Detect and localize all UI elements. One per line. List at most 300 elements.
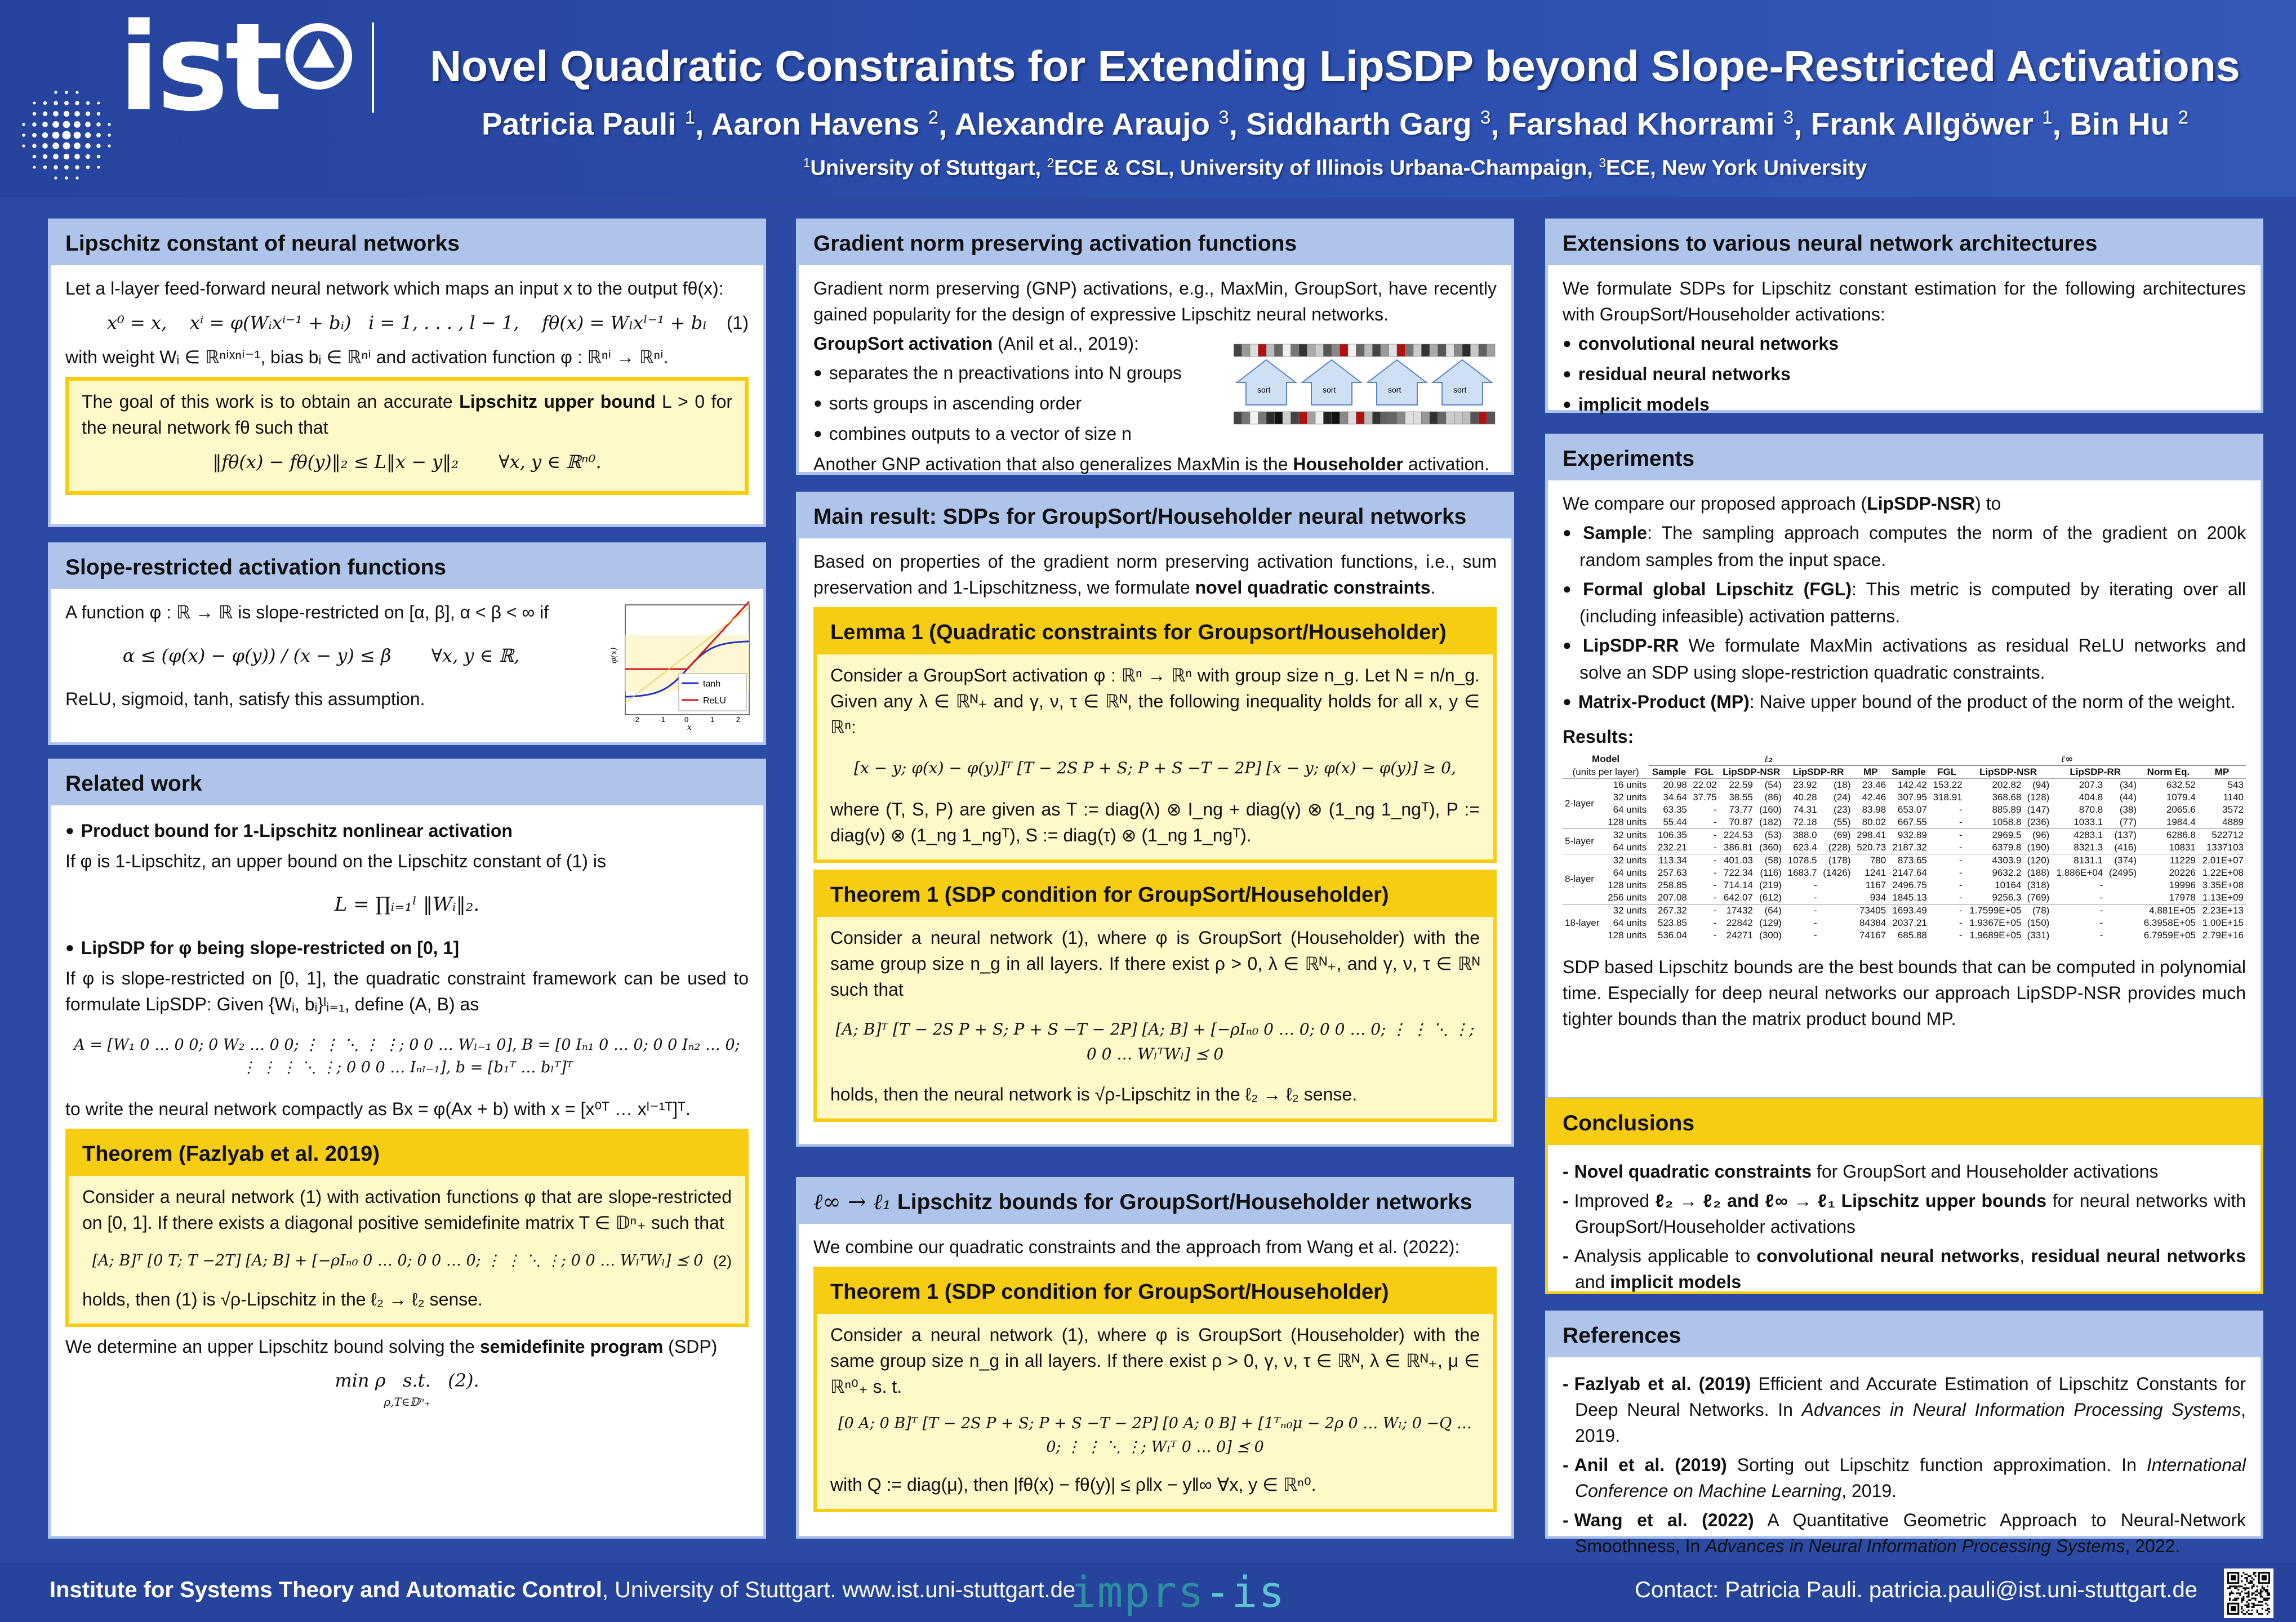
table-cell: - [1813, 930, 1817, 941]
author-name: Bin Hu $^2$ [2070, 106, 2188, 142]
logo-dot [54, 91, 57, 93]
table-cell: 32 units [1604, 854, 1649, 867]
panel-title: Lipschitz constant of neural networks [51, 221, 763, 265]
conclusion-bold: implicit models [1610, 1272, 1742, 1292]
reference-authors: Wang et al. (2022) [1574, 1510, 1754, 1530]
logo-dot [22, 133, 25, 137]
table-row [1563, 892, 2246, 904]
author-affil-mark: 2 [928, 107, 939, 128]
ext-item-label: residual neural networks [1578, 364, 1791, 384]
poster-footer [0, 1563, 2296, 1622]
ist-logo-text: ist [118, 0, 280, 138]
table-cell: 84384 [1859, 917, 1886, 928]
goal-text-end: L > 0 for the neural network fθ such that [82, 391, 733, 438]
input-cell [1446, 344, 1454, 357]
affil-mark: 2 [1047, 155, 1054, 171]
table-cell [2105, 879, 2139, 892]
output-cell [1234, 412, 1242, 424]
logo-dot [64, 101, 69, 105]
reference-year: , 2022. [2125, 1536, 2181, 1556]
table-cell: 1337103 [2206, 842, 2244, 853]
table-cell: - [1959, 917, 1963, 928]
table-cell: - [1959, 842, 1963, 853]
logo-dot [97, 155, 100, 158]
institute-info [50, 1574, 1075, 1606]
table-cell: (219) [1759, 880, 1782, 890]
logo-dot [108, 133, 111, 137]
experiments-panel [1545, 434, 2263, 1100]
table-cell: 23.46 [1853, 779, 1888, 792]
institute-url: , University of Stuttgart. www.ist.uni-stuttgart.de [602, 1578, 1076, 1602]
table-cell: 2.23E+13 [2198, 904, 2246, 917]
input-cell [1356, 344, 1365, 357]
ext-item [1563, 391, 2246, 418]
table-cell: 20226 [2169, 867, 2196, 878]
logo-dot [96, 144, 100, 148]
table-cell: - [1959, 804, 1963, 815]
input-cell [1487, 344, 1496, 357]
logo-dot [43, 101, 47, 105]
table-cell: 258.85 [1657, 880, 1687, 890]
author-affil-mark: 1 [684, 107, 696, 128]
linf-theorem-conclusion: with Q := diag(μ), then |fθ(x) − fθ(y)| ≤ ρ‖x − y‖∞ ∀x, y ∈ ℝⁿ⁰. [830, 1474, 1316, 1495]
lipsdp-heading [65, 935, 749, 962]
reference-item [1563, 1452, 2246, 1504]
input-cell [1405, 344, 1414, 357]
table-cell: 780 [1853, 854, 1888, 867]
logo-dot [86, 166, 90, 169]
main-intro-end: . [1430, 577, 1436, 598]
output-cell [1479, 412, 1487, 424]
table-cell: 1078.5 [1784, 854, 1819, 867]
table-row [1563, 904, 2246, 917]
table-cell: 632.52 [2139, 779, 2198, 792]
output-cell [1258, 412, 1267, 424]
table-cell: 83.98 [1862, 804, 1886, 815]
goal-text: The goal of this work is to obtain an accurate [82, 391, 460, 412]
output-cell [1422, 412, 1430, 424]
table-cell: 4283.1 [2052, 829, 2105, 842]
table-cell: 64 units [1613, 804, 1647, 815]
table-cell: - [1929, 904, 1965, 917]
author-name: Siddharth Garg $^3$ [1246, 106, 1491, 142]
table-row [1563, 829, 2246, 842]
groupsort-bullet: ● combines outputs to a vector of size n [813, 421, 1196, 448]
output-cell [1381, 412, 1389, 424]
table-cell: 714.14 [1723, 880, 1753, 890]
logo-dot [64, 111, 69, 117]
table-cell: 6286.8 [2139, 829, 2198, 842]
output-cell [1438, 412, 1447, 424]
table-row [1563, 841, 2246, 854]
table-cell: 32 units [1604, 904, 1649, 917]
table-cell: 1079.4 [2166, 792, 2196, 803]
reference-year: , 2019. [1575, 1400, 2246, 1446]
author-affil-mark: 2 [2178, 107, 2188, 128]
table-cell: (160) [1759, 804, 1782, 815]
table-cell: 106.35 [1649, 829, 1689, 842]
table-cell: 8321.3 [2073, 842, 2103, 853]
conclusion-text: and [1575, 1272, 1610, 1292]
reference-item [1563, 1507, 2246, 1559]
table-cell: 2065.6 [2166, 804, 2196, 815]
logo-dot [74, 111, 80, 117]
table-cell: 2187.32 [1892, 842, 1927, 853]
table-header: LipSDP-RR [2070, 767, 2121, 777]
logo-dot [54, 176, 57, 179]
input-cell [1324, 344, 1332, 357]
conclusion-text: for GroupSort and Householder activations [1812, 1161, 2159, 1182]
lipsdp-title: LipSDP for φ being slope-restricted on [0, 1] [81, 938, 459, 958]
compact-text: to write the neural network compactly as Bx = φ(Ax + b) with x = [x⁰ᵀ … xˡ⁻¹ᵀ]ᵀ. [65, 1099, 691, 1119]
table-header: LipSDP-NSR [1723, 767, 1781, 777]
table-cell: (228) [1828, 842, 1851, 853]
table-cell: (416) [2114, 842, 2137, 853]
author-list: Patricia Pauli $^1$, Aaron Havens $^2$, Alexandre Araujo $^3$, Siddharth Garg $^3$, Farshad Khorrami $^3$, Frank Allgöwer $^1$, Bin Hu $^2$ [482, 106, 2188, 142]
householder-text-start: Another GNP activation that also generalizes MaxMin is the [813, 454, 1293, 474]
slope-equation: α ≤ (φ(x) − φ(y)) / (x − y) ≤ β ∀x, y ∈ ℝ, [122, 645, 520, 666]
table-cell: (55) [1834, 817, 1851, 827]
author-name: Farshad Khorrami $^3$ [1507, 106, 1794, 142]
table-cell: 543 [2198, 779, 2246, 792]
table-cell: 42.46 [1862, 792, 1886, 803]
table-cell: (44) [2119, 792, 2137, 803]
table-cell: 885.89 [1992, 804, 2022, 815]
table-cell: 32 units [1613, 792, 1647, 803]
table-cell: 1.13E+09 [2202, 892, 2244, 903]
table-cell: 1058.8 [1992, 817, 2022, 827]
reference-year: , 2019. [1841, 1481, 1897, 1501]
table-header-row [1563, 766, 2246, 779]
input-cell [1471, 344, 1479, 357]
table-cell: 1140 [2223, 792, 2244, 803]
output-cell [1299, 412, 1307, 424]
theorem-equation-body: [A; B]ᵀ [0 T; T −2T] [A; B] + [−ρIₙ₀ 0 … 0; 0 0 … 0; ⋮ ⋮ ⋱ ⋮; 0 0 … WₗᵀWₗ] ⪯ 0 [92, 1252, 704, 1269]
table-header: Sample [1652, 767, 1687, 777]
logo-dot [97, 166, 100, 169]
output-cell [1364, 412, 1373, 424]
output-cell [1397, 412, 1405, 424]
ext-item-label: convolutional neural networks [1578, 333, 1839, 354]
logo-dot [75, 91, 78, 93]
table-cell: (188) [2027, 867, 2050, 878]
x-axis-label: x [687, 723, 692, 731]
table-cell: (120) [2023, 854, 2052, 867]
input-cell [1389, 344, 1398, 357]
householder-text [813, 451, 1497, 477]
sdp-eq-body: min ρ s.t. (2). [335, 1370, 479, 1391]
references-panel [1545, 1311, 2263, 1556]
table-cell: - [1784, 904, 1819, 917]
table-cell: 2.01E+07 [2198, 854, 2246, 867]
product-bound-heading [65, 818, 749, 845]
table-cell: (147) [2027, 804, 2050, 815]
affiliation-list [394, 147, 2276, 184]
table-cell: - [1813, 917, 1817, 928]
table-cell: - [1959, 817, 1963, 827]
input-cell [1266, 344, 1275, 357]
extensions-panel [1545, 219, 2263, 413]
ext-item-label: implicit models [1578, 394, 1710, 415]
table-cell: 207.08 [1657, 892, 1687, 903]
table-cell [1819, 879, 1853, 892]
sort-label: sort [1323, 385, 1336, 394]
exp-intro-bold: LipSDP-NSR [1867, 493, 1975, 514]
table-cell: (190) [2027, 842, 2050, 853]
table-cell: (94) [2023, 779, 2052, 792]
panel-title: Conclusions [1548, 1101, 2261, 1145]
intro-text: Let a l-layer feed-forward neural network which maps an input x to the output fθ(x): [65, 278, 724, 298]
panel-title: Main result: SDPs for GroupSort/Householder neural networks [799, 494, 1511, 538]
related-panel [48, 759, 766, 1539]
table-cell: 6379.8 [1992, 842, 2022, 853]
x-tick-label: -1 [658, 715, 665, 724]
table-cell: 73405 [1853, 904, 1888, 917]
table-cell: 16 units [1604, 779, 1649, 792]
ext-item [1563, 331, 2246, 358]
table-cell: 17432 [1719, 904, 1755, 917]
input-cell [1250, 344, 1258, 357]
output-cell [1242, 412, 1251, 424]
logo-separator [372, 23, 374, 113]
logo-dot [52, 142, 59, 149]
theorem1-title: Theorem 1 (SDP condition for GroupSort/Householder) [817, 873, 1493, 917]
table-cell: (18) [1819, 779, 1853, 792]
logo-dot [43, 112, 47, 116]
table-cell: 2496.75 [1892, 880, 1927, 890]
theorem-text: Consider a neural network (1) with activation functions φ that are slope-restricted on [0, 1]. If there exists a diagonal positive semidefinite matrix T ∈ 𝔻ⁿ₊ such that [82, 1187, 732, 1233]
conclusion-item [1563, 1158, 2246, 1184]
table-cell [2105, 917, 2139, 929]
linf-theorem-text: Consider a neural network (1), where φ is GroupSort (Householder) with the same group size n_g in all layers. If there exist ρ > 0, γ, ν, τ ∈ ℝᴺ, λ ∈ ℝᴺ₊, μ ∈ ℝⁿ⁰₊ s. t. [830, 1325, 1480, 1397]
table-cell: 522712 [2198, 829, 2246, 842]
results-table [1563, 753, 2246, 942]
table-header: Model [1592, 754, 1620, 765]
table-cell: (374) [2105, 854, 2139, 867]
conclusion-bold: ℓ₂ → ℓ₂ and ℓ∞ → ℓ₁ Lipschitz upper bounds [1655, 1191, 2047, 1211]
table-cell: 113.34 [1649, 854, 1689, 867]
input-cell [1373, 344, 1381, 357]
x-tick-label: 2 [736, 715, 740, 724]
output-cell [1283, 412, 1291, 424]
ab-equation: A = [W₁ 0 … 0 0; 0 W₂ … 0 0; ⋮ ⋮ ⋱ ⋮ ⋮; 0 0 … Wₗ₋₁ 0], B = [0 Iₙ₁ 0 … 0; 0 0 Iₙ₂ … 0; ⋮ ⋮ ⋮ ⋱ ⋮; 0 0 0 … Iₙₗ₋₁], b = [b₁ᵀ … bₗᵀ]ᵀ [74, 1036, 740, 1076]
logo-dot [42, 122, 48, 127]
logo-dot [65, 91, 68, 94]
logo-dot [75, 176, 78, 179]
output-cell [1340, 412, 1349, 424]
output-cell [1356, 412, 1365, 424]
reference-title: Efficient and Accurate Estimation of Lipschitz Constants for Deep Neural Networks. In [1575, 1374, 2246, 1420]
table-cell: 368.68 [1992, 792, 2022, 803]
ext-item [1563, 361, 2246, 388]
panel-title: Gradient norm preserving activation functions [799, 221, 1511, 265]
linf-text: We combine our quadratic constraints and the approach from Wang et al. (2022): [813, 1237, 1460, 1257]
input-cell [1462, 344, 1471, 357]
table-cell: (300) [1759, 930, 1782, 941]
table-cell: 934 [1870, 892, 1886, 903]
input-cell [1454, 344, 1463, 357]
x-tick-label: 1 [710, 715, 715, 724]
sort-arrow-icon [1368, 360, 1426, 405]
theorem1-box [813, 870, 1497, 1122]
table-cell: - [1714, 930, 1717, 941]
panel-title: Extensions to various neural network architectures [1548, 221, 2261, 265]
theorem-conclusion: holds, then (1) is √ρ-Lipschitz in the ℓ₂ → ℓ₂ sense. [82, 1289, 483, 1309]
logo-dot [86, 154, 90, 159]
table-header: LipSDP-RR [1792, 767, 1844, 777]
ist-triangle-icon [285, 23, 353, 90]
logo-dot [22, 123, 25, 126]
table-cell: - [1714, 917, 1717, 928]
table-cell: 2-layer [1563, 779, 1604, 829]
table-header: ℓ∞ [1888, 753, 2246, 766]
lemma-definitions: where (T, S, P) are given as T := diag(λ) ⊗ I_ng + diag(γ) ⊗ (1_ng 1_ngᵀ), P := diag(ν) ⊗ (1_ng 1_ngᵀ), S := diag(τ) ⊗ (1_ng 1_ngᵀ). [830, 799, 1480, 845]
table-cell: 1.886E+04 [2056, 867, 2103, 878]
eq2-number: (2) [713, 1253, 732, 1269]
table-cell: 1693.49 [1888, 904, 1929, 917]
table-cell: (53) [1755, 829, 1784, 842]
table-cell: 232.21 [1657, 842, 1687, 853]
table-cell: (23) [1834, 804, 1851, 815]
conclusion-bold: convolutional neural networks [1756, 1246, 2020, 1266]
table-header: LipSDP-NSR [1979, 767, 2037, 777]
table-cell: 128 units [1608, 930, 1647, 941]
table-cell: 142.42 [1888, 779, 1929, 792]
logo-dot [33, 166, 36, 169]
logo-dot [33, 155, 36, 158]
table-cell: 128 units [1608, 817, 1647, 827]
ist-dot-logo-icon [16, 84, 117, 186]
conclusion-bold: residual neural networks [2031, 1246, 2246, 1266]
logo-dot [54, 165, 57, 169]
title-block [394, 38, 2276, 184]
logo-dot [42, 132, 48, 138]
table-cell: 38.55 [1729, 792, 1753, 803]
groupsort-bullet: ● separates the n preactivations into N groups [813, 360, 1196, 387]
exp-intro-start: We compare our proposed approach ( [1563, 493, 1867, 514]
table-cell [2105, 904, 2139, 917]
table-cell [1819, 929, 1853, 942]
table-cell: - [1959, 892, 1963, 903]
input-cell [1348, 344, 1356, 357]
table-cell: 642.07 [1723, 892, 1753, 903]
table-row [1563, 867, 2246, 879]
affil-mark: 3 [1599, 155, 1607, 171]
goal-bold: Lipschitz upper bound [459, 391, 656, 412]
reference-title: Sorting out Lipschitz function approximation. In [1727, 1455, 2147, 1475]
logo-dot [63, 131, 71, 140]
output-cell [1413, 412, 1422, 424]
author-affil-mark: 3 [1783, 107, 1794, 128]
table-cell: 10831 [2169, 842, 2196, 853]
table-cell: (1426) [1823, 867, 1851, 878]
table-cell: 388.0 [1784, 829, 1819, 842]
table-cell: (360) [1759, 842, 1782, 853]
table-cell: 667.55 [1897, 817, 1927, 827]
table-cell: - [1714, 804, 1717, 815]
table-cell: 224.53 [1719, 829, 1755, 842]
equation-1 [65, 309, 749, 336]
table-cell: - [2099, 917, 2103, 928]
input-cell [1258, 344, 1267, 357]
panel-title [799, 1180, 1511, 1224]
table-cell: 1.9689E+05 [1969, 930, 2022, 941]
table-cell: 1683.7 [1787, 867, 1817, 878]
method-description: : This metric is computed by iterating over all (including infeasible) activation patterns. [1579, 579, 2246, 626]
conclusion-item [1563, 1243, 2246, 1295]
input-cell [1291, 344, 1300, 357]
table-cell: 10164 [1995, 880, 2022, 890]
logo-dot [85, 122, 91, 127]
table-cell: 72.18 [1793, 817, 1817, 827]
x-tick-label: -2 [633, 715, 639, 724]
table-cell: 536.04 [1657, 930, 1687, 941]
table-cell: 267.32 [1649, 904, 1689, 917]
table-cell: (128) [2027, 792, 2050, 803]
table-cell: (318) [2027, 880, 2050, 890]
input-cell [1332, 344, 1340, 357]
output-cell [1471, 412, 1479, 424]
sdp-text-end: (SDP) [663, 1336, 718, 1357]
sdp-equation [65, 1371, 749, 1411]
gnp-text: Gradient norm preserving (GNP) activations, e.g., MaxMin, GroupSort, have recently gained popularity for the design of expressive Lipschitz neural networks. [813, 278, 1497, 324]
sdp-text-start: We determine an upper Lipschitz bound solving the [65, 1336, 480, 1357]
input-cell [1397, 344, 1405, 357]
groupsort-diagram [1234, 340, 1498, 430]
table-cell: 20.98 [1649, 779, 1689, 792]
logo-dot [74, 142, 81, 149]
logo-dot [63, 121, 70, 128]
table-cell: 8131.1 [2052, 854, 2105, 867]
output-cell [1430, 412, 1438, 424]
legend-relu: ReLU [703, 696, 726, 706]
table-cell: 73.77 [1729, 804, 1753, 815]
table-cell: - [1959, 930, 1963, 941]
lipschitz-panel [48, 219, 766, 527]
table-cell: 318.91 [1933, 792, 1963, 803]
main-intro-start: Based on properties of the gradient norm preserving activation functions, i.e., sum preservation and 1-Lipschitzness, we formulate [813, 551, 1497, 598]
table-cell: - [2099, 892, 2103, 903]
ext-text: We formulate SDPs for Lipschitz constant estimation for the following architectures with GroupSort/Householder activations: [1563, 278, 2246, 324]
input-cell [1364, 344, 1373, 357]
eq1-number: (1) [726, 313, 749, 333]
table-cell: (236) [2027, 817, 2050, 827]
output-cell [1315, 412, 1324, 424]
fazlyab-theorem-box [65, 1129, 749, 1327]
table-cell: 1033.1 [2073, 817, 2103, 827]
method-name: Formal global Lipschitz (FGL) [1583, 579, 1852, 599]
input-cell [1315, 344, 1324, 357]
output-cell [1291, 412, 1300, 424]
table-cell: - [1689, 904, 1719, 917]
author-name: Aaron Havens $^2$ [711, 106, 939, 142]
reference-venue: Advances in Neural Information Processing Systems [1801, 1400, 2241, 1420]
table-cell: 257.63 [1657, 867, 1687, 878]
table-cell: - [1714, 817, 1717, 827]
table-row [1563, 791, 2246, 804]
panel-title: Related work [51, 761, 763, 805]
table-cell: 1.00E+15 [2202, 917, 2244, 928]
logo-dot [74, 121, 81, 128]
conclusion-text: Analysis applicable to [1574, 1246, 1757, 1266]
sdp-eq-subscript: ρ,T∈𝔻ⁿ₊ [384, 1395, 430, 1409]
table-header-row [1563, 753, 2246, 766]
method-name: Matrix-Product (MP) [1578, 692, 1750, 712]
lemma-equation: [x − y; φ(x) − φ(y)]ᵀ [T − 2S P + S; P + S −T − 2P] [x − y; φ(x) − φ(y)] ≥ 0, [854, 759, 1456, 777]
sdp-text [65, 1334, 749, 1360]
table-cell: (129) [1759, 917, 1782, 928]
table-cell: 386.81 [1723, 842, 1753, 853]
